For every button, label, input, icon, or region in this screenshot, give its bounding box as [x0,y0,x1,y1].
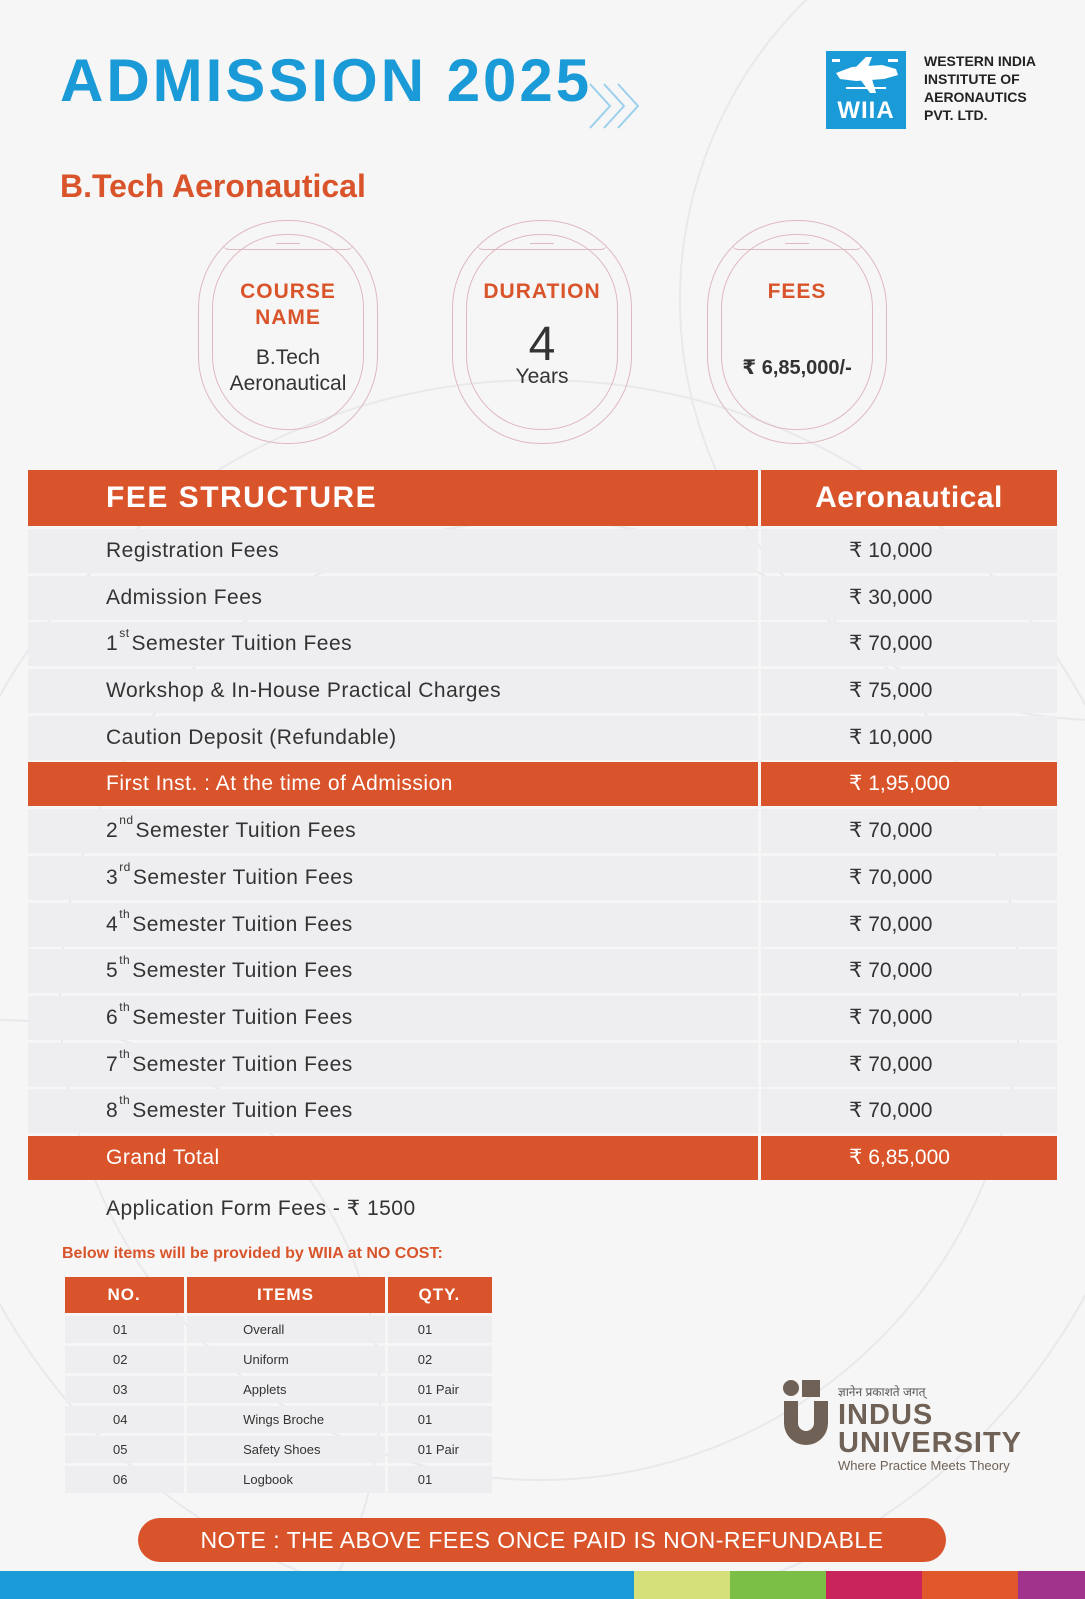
table-row [28,949,1057,993]
table-row-highlight [28,762,1057,806]
fee-amount: ₹ 75,000 [761,669,1057,713]
item-name: Uniform [187,1346,385,1373]
table-header-label: FEE STRUCTURE [28,470,758,526]
airplane-icon [826,53,906,101]
item-name: Logbook [187,1466,385,1493]
fee-label [28,669,758,713]
fee-label [28,903,758,947]
item-name: Applets [187,1376,385,1403]
table-row [28,576,1057,620]
university-tagline: ज्ञानेन प्रकाशते जगत् [838,1385,926,1399]
table-row [65,1466,492,1493]
stripe-segment [1018,1571,1085,1599]
table-header [65,1277,492,1313]
item-name: Safety Shoes [187,1436,385,1463]
table-row [65,1406,492,1433]
stripe-segment [826,1571,922,1599]
fee-amount: ₹ 70,000 [761,949,1057,993]
item-number: 05 [65,1436,184,1463]
table-row [65,1346,492,1373]
table-row-highlight [28,1136,1057,1180]
org-name-line: WESTERN INDIA [924,53,1036,69]
fee-amount: ₹ 70,000 [761,1043,1057,1087]
indus-logo-icon [782,1379,830,1449]
table-header-program: Aeronautical [761,470,1057,526]
fee-label-text: Semester Tuition Fees [131,632,353,656]
course-subtitle: B.Tech Aeronautical [60,168,366,204]
org-name-line: AERONAUTICS [924,89,1027,105]
item-number: 02 [65,1346,184,1373]
no-cost-items-table [62,1274,495,1496]
fee-amount: ₹ 30,000 [761,576,1057,620]
refund-note: NOTE : THE ABOVE FEES ONCE PAID IS NON-REFUNDABLE [138,1518,946,1562]
fee-ordinal-suffix: nd [119,813,134,828]
table-row [65,1316,492,1343]
fee-ordinal: 3 [106,865,119,889]
wiia-logo [826,51,906,129]
university-motto: Where Practice Meets Theory [838,1458,1010,1473]
stripe-segment [922,1571,1018,1599]
fee-label-text: Registration Fees [106,539,280,562]
highlight-heading: COURSE [240,280,336,303]
item-number: 01 [65,1316,184,1343]
fee-ordinal-suffix: rd [119,859,131,874]
fee-label [28,996,758,1040]
item-number: 03 [65,1376,184,1403]
item-quantity: 01 Pair [388,1436,492,1463]
table-row [65,1436,492,1463]
fee-amount: ₹ 70,000 [761,903,1057,947]
chevron-right-icon [588,82,644,130]
fee-label [28,856,758,900]
fee-label-text: Caution Deposit (Refundable) [106,725,397,749]
stripe-segment [634,1571,730,1599]
highlight-value: ₹ 6,85,000/- [742,357,852,379]
stripe-segment [730,1571,826,1599]
fee-label-text: Admission Fees [106,585,263,609]
highlight-course-name [198,220,378,444]
org-name [924,52,1074,124]
table-row [28,1043,1057,1087]
fee-label [28,622,758,666]
item-quantity: 01 [388,1466,492,1493]
table-header [28,470,1057,526]
table-row [28,1089,1057,1133]
fee-amount: ₹ 70,000 [761,809,1057,853]
fee-label-text: Semester Tuition Fees [132,1052,353,1076]
highlight-heading: NAME [255,306,321,329]
fee-ordinal-suffix: th [119,1046,131,1061]
fee-label-text: Workshop & In-House Practical Charges [106,679,502,703]
item-number: 04 [65,1406,184,1433]
column-header: NO. [65,1277,184,1313]
column-header: ITEMS [187,1277,385,1313]
highlight-heading: FEES [767,280,827,303]
table-row [28,622,1057,666]
fee-label-text: Grand Total [106,1145,220,1169]
page-title: ADMISSION 2025 [60,47,593,114]
highlight-duration [452,220,632,444]
item-name: Overall [187,1316,385,1343]
highlight-heading: DURATION [483,280,601,303]
fee-amount: ₹ 10,000 [761,716,1057,760]
fee-amount: ₹ 70,000 [761,996,1057,1040]
fee-ordinal: 6 [106,1005,119,1029]
fee-ordinal-suffix: th [119,953,131,968]
fee-ordinal: 8 [106,1099,119,1123]
item-name: Wings Broche [187,1406,385,1433]
fee-label-text: Semester Tuition Fees [132,1099,353,1123]
university-name: UNIVERSITY [838,1427,1023,1459]
university-name: INDUS [838,1399,934,1431]
table-row [28,856,1057,900]
fee-ordinal-suffix: th [119,999,131,1014]
fee-label [28,1043,758,1087]
fee-amount: ₹ 10,000 [761,529,1057,573]
fee-ordinal: 4 [106,912,119,936]
fee-label [28,762,758,806]
fee-label [28,529,758,573]
table-row [28,809,1057,853]
highlight-value: B.Tech [255,346,321,369]
fee-amount: ₹ 1,95,000 [761,762,1057,806]
fee-ordinal-suffix: th [119,906,131,921]
table-row [28,669,1057,713]
table-row [28,529,1057,573]
highlight-fees [707,220,887,444]
org-name-line: PVT. LTD. [924,107,988,123]
fee-label [28,1089,758,1133]
fee-label [28,809,758,853]
fee-label-text: Semester Tuition Fees [132,1005,353,1029]
wiia-logo-text: WIIA [837,97,895,124]
stripe-segment [0,1571,634,1599]
fee-ordinal: 2 [106,819,119,843]
fee-label [28,949,758,993]
fee-label-text: Semester Tuition Fees [135,819,357,843]
fee-label [28,576,758,620]
fee-ordinal: 7 [106,1052,119,1076]
org-name-line: INSTITUTE OF [924,71,1020,87]
fee-ordinal-suffix: st [119,626,130,641]
table-row [28,716,1057,760]
fee-structure-table [28,470,1057,1183]
fee-label-text: Semester Tuition Fees [132,912,353,936]
fee-label [28,716,758,760]
item-number: 06 [65,1466,184,1493]
fee-amount: ₹ 70,000 [761,1089,1057,1133]
fee-ordinal: 1 [106,632,119,656]
item-quantity: 01 Pair [388,1376,492,1403]
fee-ordinal: 5 [106,959,119,983]
item-quantity: 01 [388,1406,492,1433]
highlight-value: Years [515,365,569,388]
application-fee: Application Form Fees - ₹ 1500 [106,1197,416,1220]
fee-amount: ₹ 70,000 [761,856,1057,900]
fee-amount: ₹ 6,85,000 [761,1136,1057,1180]
table-row [28,903,1057,947]
fee-amount: ₹ 70,000 [761,622,1057,666]
fee-label-text: First Inst. : At the time of Admission [106,772,453,796]
table-row [65,1376,492,1403]
item-quantity: 01 [388,1316,492,1343]
fee-label [28,1136,758,1180]
fee-ordinal-suffix: th [119,1093,131,1108]
table-row [28,996,1057,1040]
fee-label-text: Semester Tuition Fees [132,865,354,889]
highlight-big-number: 4 [528,318,556,371]
highlight-value: Aeronautical [229,372,347,395]
column-header: QTY. [388,1277,492,1313]
no-cost-heading: Below items will be provided by WIIA at NO COST: [62,1245,443,1262]
fee-label-text: Semester Tuition Fees [132,959,353,983]
item-quantity: 02 [388,1346,492,1373]
